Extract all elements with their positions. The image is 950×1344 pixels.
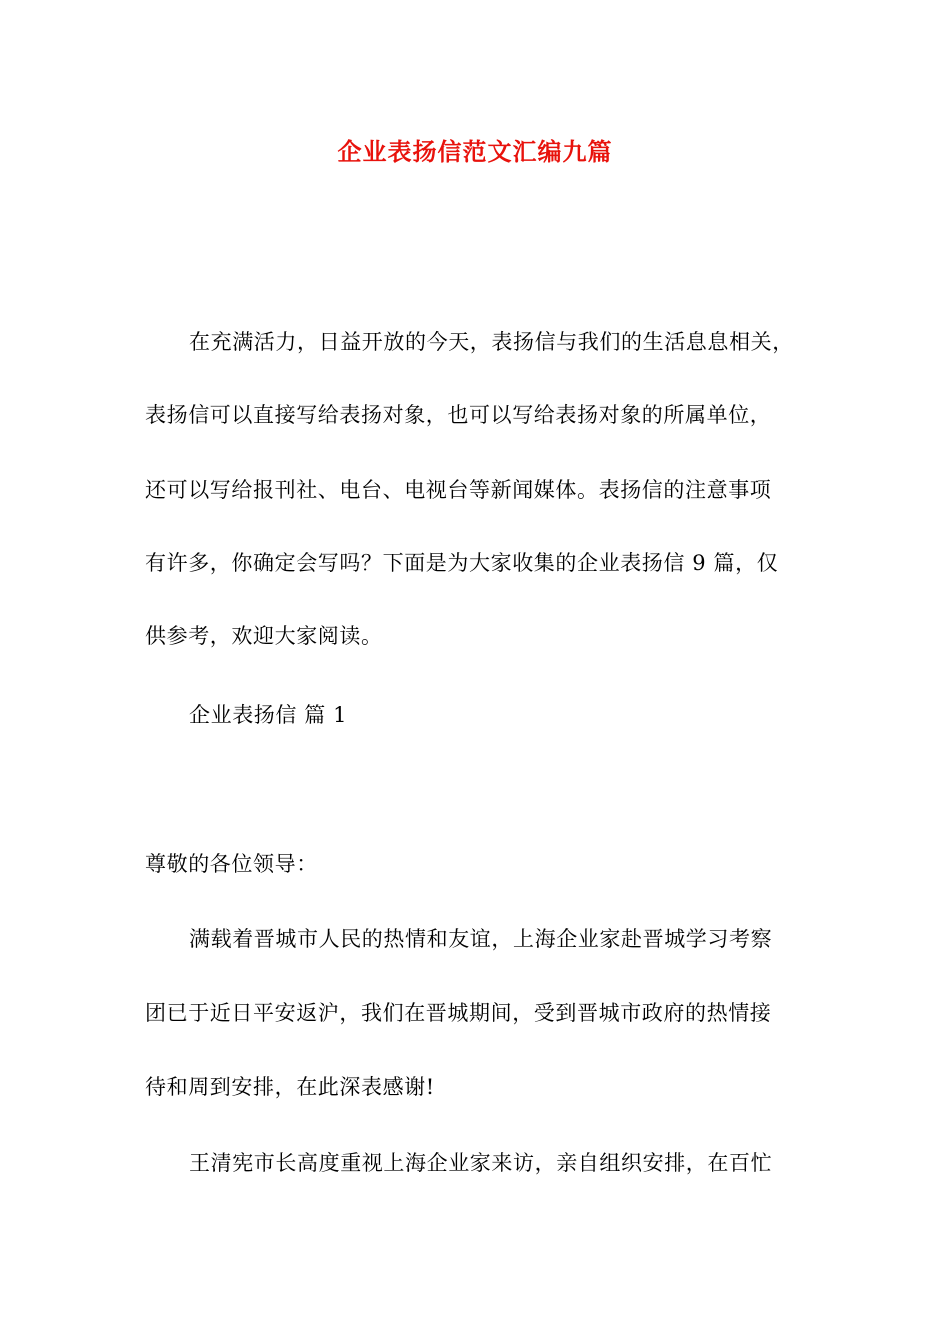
intro-line-3: 还可以写给报刊社、电台、电视台等新闻媒体。表扬信的注意事项 [145,478,772,502]
para1-line-1: 满载着晋城市人民的热情和友谊，上海企业家赴晋城学习考察 [189,927,773,951]
para1-line-2: 团已于近日平安返沪，我们在晋城期间，受到晋城市政府的热情接 [145,1001,772,1025]
intro-line-1: 在充满活力，日益开放的今天，表扬信与我们的生活息息相关， [189,330,794,354]
para2-line-1: 王清宪市长高度重视上海企业家来访，亲自组织安排，在百忙 [189,1151,773,1175]
section-heading: 企业表扬信 篇 1 [189,703,348,727]
intro-line-4: 有许多，你确定会写吗？下面是为大家收集的企业表扬信 9 篇，仅 [145,551,779,575]
intro-line-5: 供参考，欢迎大家阅读。 [145,624,383,648]
intro-line-2: 表扬信可以直接写给表扬对象，也可以写给表扬对象的所属单位， [145,403,772,427]
para1-line-3: 待和周到安排，在此深表感谢! [145,1075,435,1099]
salutation: 尊敬的各位领导： [145,852,318,876]
document-title: 企业表扬信范文汇编九篇 [337,137,613,166]
